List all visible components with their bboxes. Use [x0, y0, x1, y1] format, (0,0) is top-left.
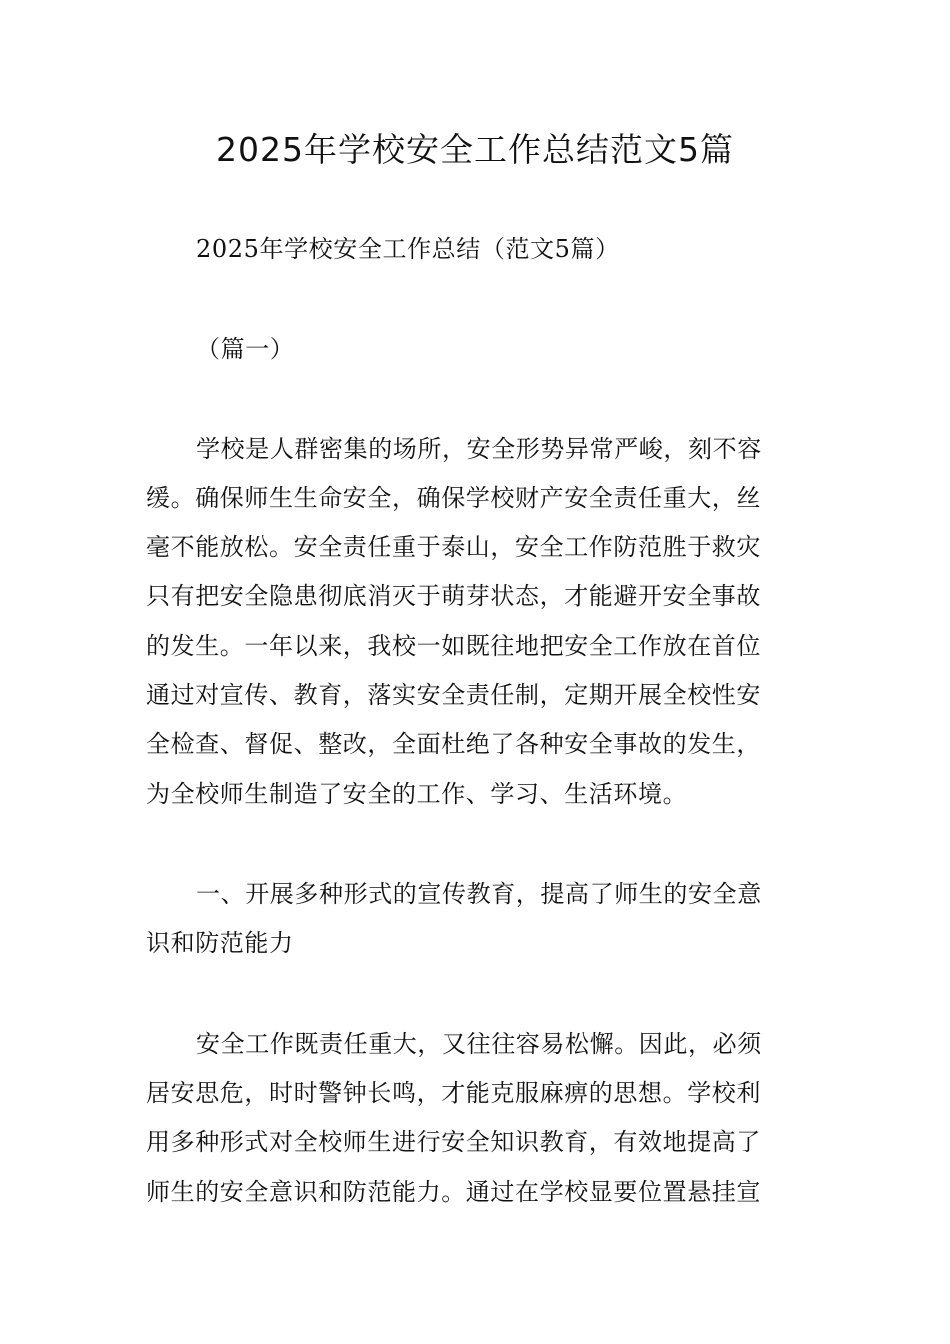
paragraph-1-line: 为全校师生制造了安全的工作、学习、生活环境。: [146, 780, 688, 808]
paragraph-2-line: 师生的安全意识和防范能力。通过在学校显要位置悬挂宣: [146, 1178, 761, 1206]
paragraph-1-line: 通过对宣传、教育，落实安全责任制，定期开展全校性安: [146, 681, 761, 709]
section-label: （篇一）: [196, 335, 295, 363]
paragraph-1-line: 毫不能放松。安全责任重于泰山，安全工作防范胜于救灾: [146, 533, 761, 561]
paragraph-1-line: 只有把安全隐患彻底消灭于萌芽状态，才能避开安全事故: [146, 582, 761, 610]
document-title: 2025年学校安全工作总结范文5篇: [216, 130, 734, 169]
paragraph-1-line: 学校是人群密集的场所，安全形势异常严峻，刻不容: [196, 435, 762, 463]
paragraph-1-line: 缓。确保师生生命安全，确保学校财产安全责任重大，丝: [146, 484, 761, 512]
paragraph-2-line: 用多种形式对全校师生进行安全知识教育，有效地提高了: [146, 1128, 761, 1156]
paragraph-2-line: 居安思危，时时警钟长鸣，才能克服麻痹的思想。学校利: [146, 1079, 761, 1107]
paragraph-2-line: 安全工作既责任重大，又往往容易松懈。因此，必须: [196, 1030, 762, 1058]
section-heading-line: 一、开展多种形式的宣传教育，提高了师生的安全意: [196, 880, 762, 908]
paragraph-1-line: 全检查、督促、整改，全面杜绝了各种安全事故的发生，: [146, 730, 761, 758]
section-heading-line: 识和防范能力: [146, 929, 294, 957]
document-subtitle: 2025年学校安全工作总结（范文5篇）: [196, 235, 620, 263]
paragraph-1-line: 的发生。一年以来，我校一如既往地把安全工作放在首位: [146, 632, 761, 660]
